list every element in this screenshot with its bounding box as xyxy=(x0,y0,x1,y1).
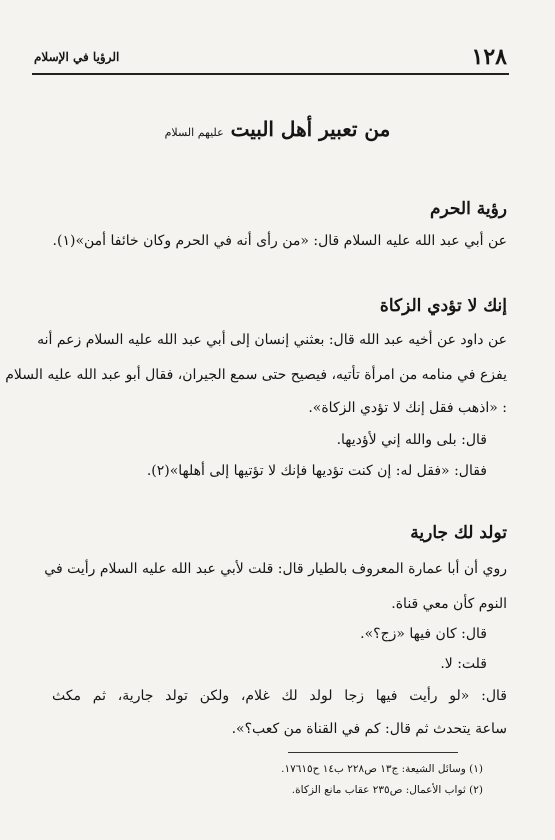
text-line: قال: بلى والله إني لأؤديها. xyxy=(336,432,487,448)
text-line: فقال: «فقل له: إن كنت تؤديها فإنك لا تؤتيها إلى أهلها»(٢). xyxy=(146,463,487,479)
running-title: الرؤيا في الإسلام xyxy=(34,50,120,64)
chapter-title xyxy=(0,117,555,141)
text-line: قال: «لو رأيت فيها زجا لولد لك غلام، ولكن تولد جارية، ثم مكث xyxy=(52,688,507,704)
section-title: رؤية الحرم xyxy=(430,199,507,219)
page-header xyxy=(34,44,507,74)
page-number: ١٢٨ xyxy=(471,44,507,70)
text-line: ساعة يتحدث ثم قال: كم في القناة من كعب؟». xyxy=(231,721,507,737)
footnote: (٢) ثواب الأعمال: ص٢٣٥ عقاب مانع الزكاة. xyxy=(291,784,483,796)
header-divider xyxy=(32,73,509,75)
text-line: روي أن أبا عمارة المعروف بالطيار قال: قلت لأبي عبد الله عليه السلام رأيت في xyxy=(44,561,507,577)
chapter-title-text: من تعبير أهل البيت xyxy=(230,117,391,141)
text-line: يفزع في منامه من امرأة تأتيه، فيصيح حتى سمع الجيران، فقال أبو عبد الله عليه السلام xyxy=(5,367,507,383)
text-line: عن أبي عبد الله عليه السلام قال: «من رأى أنه في الحرم وكان خائفا أمن»(١). xyxy=(52,233,507,249)
footnote-divider xyxy=(288,752,458,753)
text-line: : «اذهب فقل إنك لا تؤدي الزكاة». xyxy=(308,400,507,416)
text-line: النوم كأن معي قناة. xyxy=(391,596,507,612)
section-title: تولد لك جارية xyxy=(410,523,507,543)
footnote: (١) وسائل الشيعة: ج١٣ ص٢٢٨ ب١٤ ح١٧٦١٥. xyxy=(281,763,483,775)
text-line: عن داود عن أخيه عبد الله قال: بعثني إنسان إلى أبي عبد الله عليه السلام زعم أنه xyxy=(37,332,507,348)
honorific-glyph: عليهم السلام xyxy=(164,126,224,139)
text-line: قال: كان فيها «زج؟». xyxy=(360,626,487,642)
text-line: قلت: لا. xyxy=(440,656,487,672)
section-title: إنك لا تؤدي الزكاة xyxy=(379,296,507,316)
